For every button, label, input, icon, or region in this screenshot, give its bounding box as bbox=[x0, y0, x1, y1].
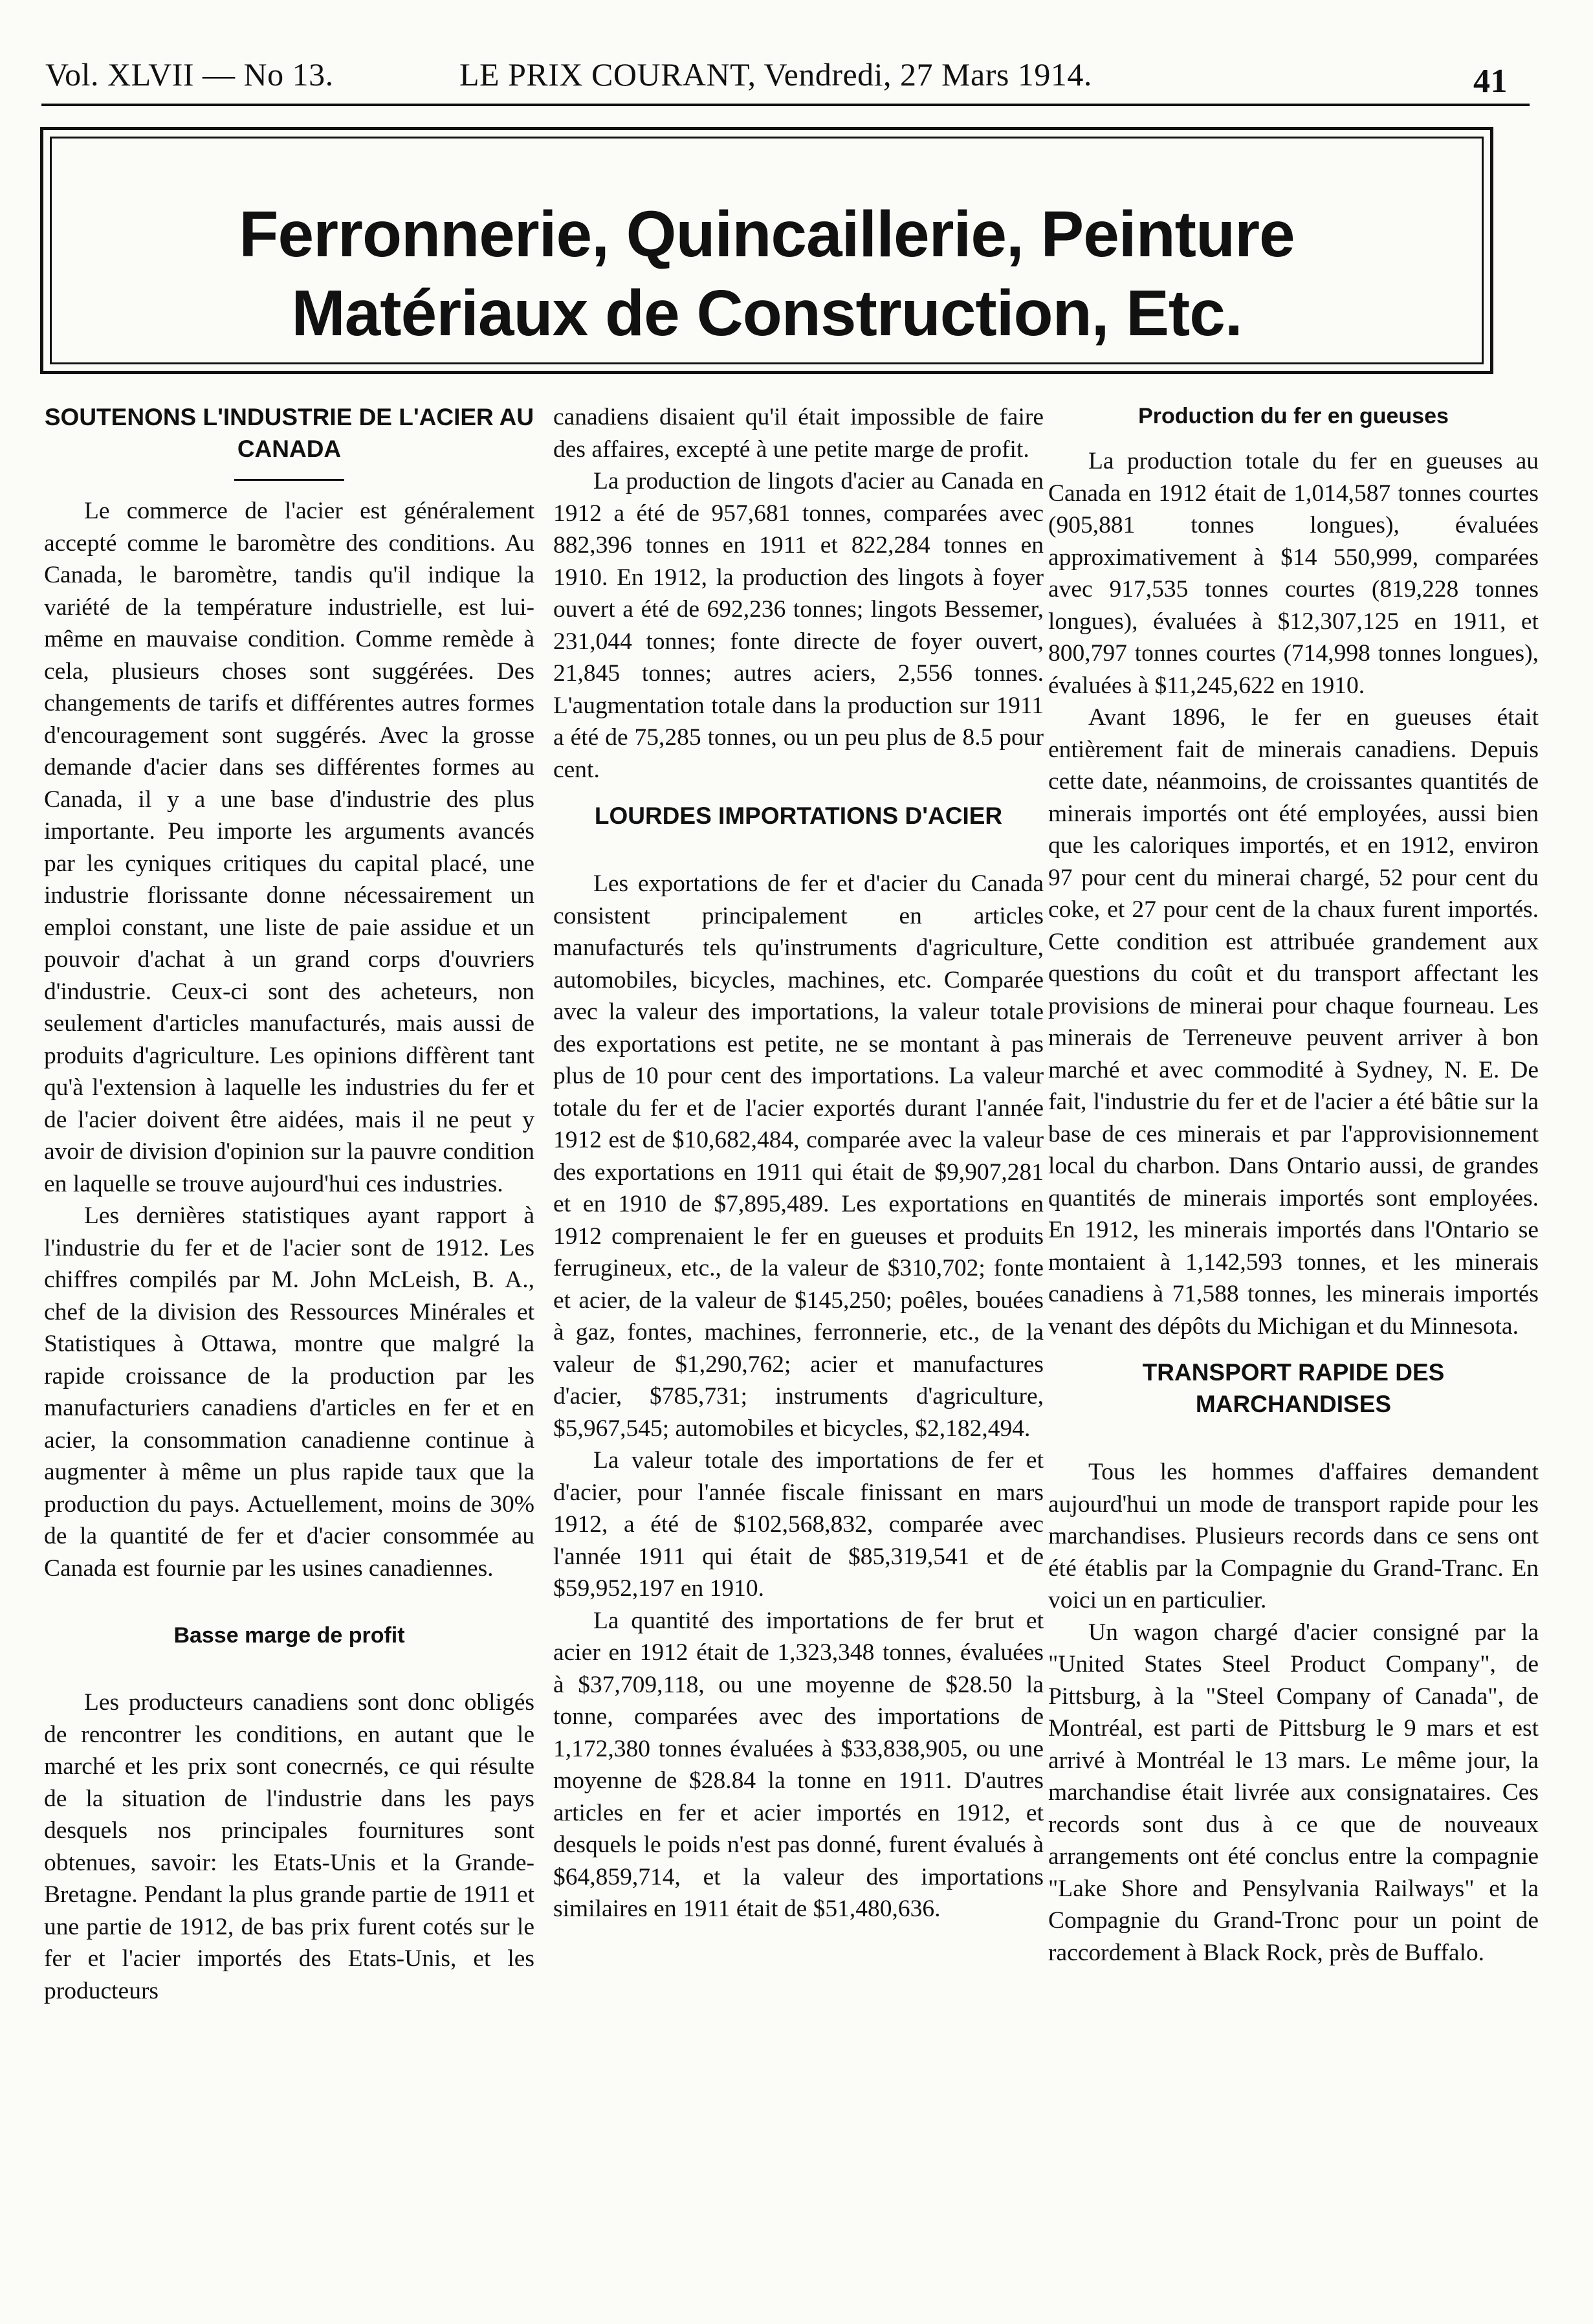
section-title-line-1: Ferronnerie, Quincaillerie, Peinture bbox=[239, 198, 1295, 271]
article-heading-rapid-transport: TRANSPORT RAPIDE DES MARCHANDISES bbox=[1142, 1359, 1445, 1417]
section-title-box bbox=[40, 127, 1493, 374]
heading-divider bbox=[234, 479, 344, 481]
volume-number: Vol. XLVII — No 13. bbox=[45, 56, 334, 93]
sub-heading-profit-margin: Basse marge de profit bbox=[173, 1623, 405, 1648]
column-2 bbox=[553, 401, 1044, 1925]
section-title-line-2: Matériaux de Construction, Etc. bbox=[291, 277, 1242, 349]
article-paragraph: La production de lingots d'acier au Canada en 1912 a été de 957,681 tonnes, comparées avec 882,396 tonnes en 1911 et 822,284 tonnes en 1910. En 1912, la production des lingots à foyer ouvert a été de 692,236 tonnes; lingots Bessemer, 231,044 tonnes; fonte directe de foyer ouvert, 21,845 tonnes; autres aciers, 2,556 tonnes. L'augmentation totale dans la production sur 1911 a été de 75,285 tonnes, ou un peu plus de 8.5 pour cent. bbox=[553, 468, 1044, 783]
article-heading-steel-imports: LOURDES IMPORTATIONS D'ACIER bbox=[594, 802, 1003, 829]
article-paragraph: Les dernières statistiques ayant rapport à l'industrie du fer et de l'acier sont de 1912. Les chiffres compilés par M. John McLeish, B. A., chef de la division des Ressources Minérales et Statistiques à Ottawa, montre que malgré la rapide croissance de la production par les manufacturiers canadiens d'articles en fer et en acier, la consommation canadienne continue à augmenter à même un plus rapide taux que la production du pays. Actuellement, moins de 30% de la quantité de fer et d'acier consommée au Canada est fournie par les usines canadiennes. bbox=[44, 1202, 534, 1582]
article-paragraph: Les producteurs canadiens sont donc obligés de rencontrer les conditions, en autant que le marché et les prix sont conecrnés, ce qui résulte de la situation de l'industrie dans les pays desquels nos principales fournitures sont obtenues, savoir: les Etats-Unis et la Grande-Bretagne. Pendant la plus grande partie de 1911 et une partie de 1912, de bas prix furent cotés sur le fer et l'acier importés des Etats-Unis, et les producteurs bbox=[44, 1689, 534, 2004]
publication-date-line: LE PRIX COURANT, Vendredi, 27 Mars 1914. bbox=[459, 56, 1092, 93]
page-number: 41 bbox=[1473, 63, 1508, 100]
article-heading-steel-industry: SOUTENONS L'INDUSTRIE DE L'ACIER AU CANADA bbox=[44, 404, 534, 462]
sub-heading-pig-iron: Production du fer en gueuses bbox=[1138, 404, 1449, 428]
article-paragraph: Le commerce de l'acier est généralement accepté comme le baromètre des conditions. Au Canada, le baromètre, tandis qu'il indique la variété de la température industrielle, est lui-même en mauvaise condition. Comme remède à cela, plusieurs choses sont suggérées. Des changements de tarifs et différentes autres formes d'encouragement sont suggérés. Avec la grosse demande d'acier dans ses différentes formes au Canada, il y a une base d'industrie des plus importante. Peu importe les arguments avancés par les cyniques critiques du capital placé, une industrie florissante donne nécessairement un emploi constant, une liste de paie assidue et un pouvoir d'achat à un grand corps d'ouvriers d'industrie. Ceux-ci sont des acheteurs, non seulement d'articles manufacturés, mais aussi de produits d'agriculture. Les opinions diffèrent tant qu'à l'extension à laquelle les industries du fer et de l'acier doivent être aidées, mais il ne peut y avoir de division d'opinion sur la pauvre condition en laquelle se trouve aujourd'hui ces industries. bbox=[44, 498, 534, 1197]
article-paragraph: La quantité des importations de fer brut et acier en 1912 était de 1,323,348 tonnes, évaluées à $37,709,118, ou une moyenne de $28.50 la tonne, comparées avec des importations de 1,172,380 tonnes évaluées à $33,838,905, ou une moyenne de $28.84 la tonne en 1911. D'autres articles en fer et acier importés en 1912, et desquels le poids n'est pas donné, furent évalués à $64,859,714, et la valeur des importations similaires en 1911 était de $51,480,636. bbox=[553, 1607, 1044, 1922]
article-paragraph: Les exportations de fer et d'acier du Canada consistent principalement en articles manufacturés tels qu'instruments d'agriculture, automobiles, bicycles, machines, etc. Comparée avec la valeur des importations, la valeur totale des exportations est petite, ne se montant à pas plus de 10 pour cent des importations. La valeur totale du fer et de l'acier exportés durant l'année 1912 est de $10,682,484, comparée avec la valeur des exportations en 1911 qui était de $9,907,281 et en 1910 de $7,895,489. Les exportations en 1912 comprenaient le fer en gueuses et produits ferrugineux, etc., de la valeur de $310,702; fonte et acier, de la valeur de $145,250; poêles, bouées à gaz, fontes, machines, ferronnerie, etc., de la valeur de $1,290,762; acier et manufactures d'acier, $785,731; instruments d'agriculture, $5,967,545; automobiles et bicycles, $2,182,494. bbox=[553, 870, 1044, 1442]
section-title bbox=[43, 195, 1490, 353]
running-head bbox=[45, 34, 1521, 98]
column-1 bbox=[44, 401, 534, 2007]
article-paragraph: Tous les hommes d'affaires demandent aujourd'hui un mode de transport rapide pour les marchandises. Plusieurs records dans ce sens ont été établis par la Compagnie du Grand-Tranc. En voici un en particulier. bbox=[1048, 1459, 1539, 1613]
article-paragraph: La valeur totale des importations de fer et d'acier, pour l'année fiscale finissant en mars 1912, a été de $102,568,832, comparée avec l'année 1911 qui était de $85,319,541 et de $59,952,197 en 1910. bbox=[553, 1447, 1044, 1602]
header-rule bbox=[41, 104, 1530, 106]
article-paragraph: La production totale du fer en gueuses au Canada en 1912 était de 1,014,587 tonnes courtes (905,881 tonnes longues), évaluées approximativement à $14 550,999, comparées avec 917,535 tonnes courtes (819,228 tonnes longues), évaluées à $12,307,125 en 1911, et 800,797 tonnes courtes (714,998 tonnes longues), évaluées à $11,245,622 en 1910. bbox=[1048, 448, 1539, 699]
column-3 bbox=[1048, 401, 1539, 1969]
article-paragraph: Avant 1896, le fer en gueuses était entièrement fait de minerais canadiens. Depuis cette date, néanmoins, de croissantes quantités de minerais importés ont été employées, aussi bien que les caloriques importés, et en 1912, environ 97 pour cent du minerai chargé, 52 pour cent du coke, et 27 pour cent de la chaux furent importés. Cette condition est attribuée grandement aux questions du coût et du transport affectant les provisions de minerai pour chaque fourneau. Les minerais de Terreneuve peuvent arriver à bon marché et avec commodité à Sydney, N. E. De fait, l'industrie du fer et de l'acier a été bâtie sur la base de ces minerais et par l'approvisionnement local du charbon. Dans Ontario aussi, de grandes quantités de minerais importés sont employées. En 1912, les minerais importés dans l'Ontario se montaient à 1,142,593 tonnes, et les minerais canadiens à 71,588 tonnes, les minerais importés venant des dépôts du Michigan et du Minnesota. bbox=[1048, 704, 1539, 1340]
article-paragraph: Un wagon chargé d'acier consigné par la "United States Steel Product Company", de Pittsburg, à la "Steel Company of Canada", de Montréal, est parti de Pittsburg le 9 mars et est arrivé à Montréal le 13 mars. Le même jour, la marchandise était livrée aux consignataires. Ces records sont dus à ce que de nouveaux arrangements ont été conclus entre la compagnie "Lake Shore and Pensylvania Railways" et la Compagnie du Grand-Tronc pour un point de raccordement à Black Rock, près de Buffalo. bbox=[1048, 1619, 1539, 1966]
article-paragraph-continued: canadiens disaient qu'il était impossible de faire des affaires, excepté à une petite marge de profit. bbox=[553, 404, 1044, 463]
